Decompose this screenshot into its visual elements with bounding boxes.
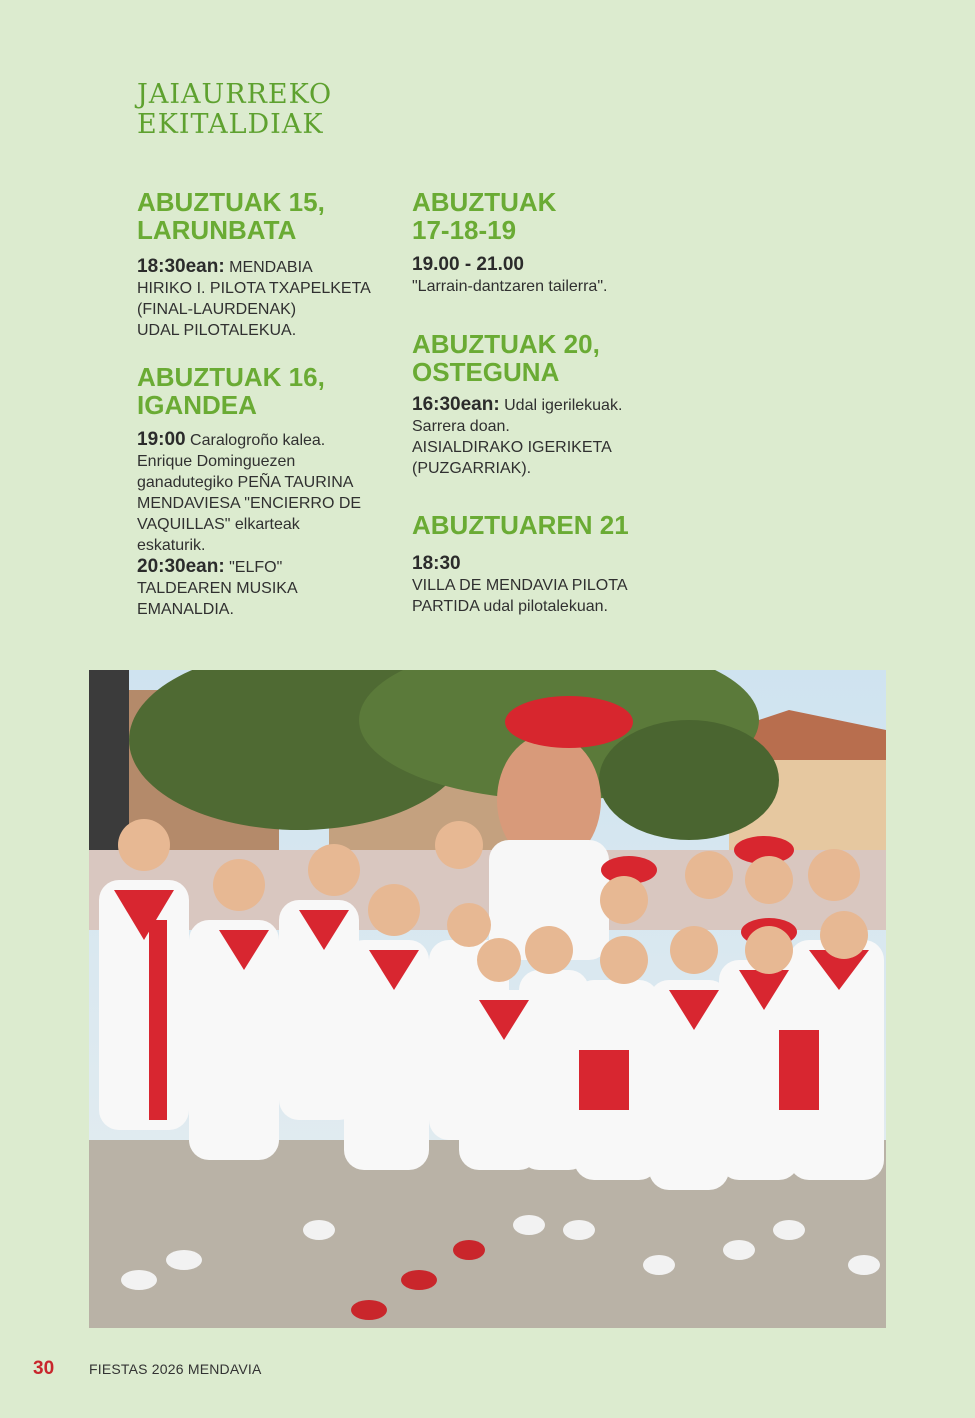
schedule-right-column [412, 188, 672, 617]
event-time: 18:30 [412, 553, 461, 574]
schedule-left-column [137, 188, 387, 620]
event-text: TALDEAREN MUSIKA [137, 580, 298, 597]
day-block-aug17-19 [412, 188, 672, 297]
event-text: ganadutegiko PEÑA TAURINA [137, 474, 354, 491]
event-text: (FINAL-LAURDENAK) [137, 301, 297, 318]
festival-group-photo [89, 670, 886, 1328]
event-line: 18:30ean: MENDABIA [137, 256, 313, 277]
event-time: 19:00 [137, 429, 186, 450]
day-block-aug21 [412, 511, 672, 617]
day-heading: ABUZTUAK 17-18-19 [412, 187, 557, 245]
day-heading: ABUZTUAK 20, OSTEGUNA [412, 329, 600, 387]
event-text: "Larrain-dantzaren tailerra". [412, 278, 608, 295]
day-block-aug16 [137, 363, 387, 620]
publication-name: FIESTAS 2026 MENDAVIA [89, 1361, 262, 1377]
event-text: HIRIKO I. PILOTA TXAPELKETA [137, 280, 371, 297]
event-text: (PUZGARRIAK). [412, 460, 532, 477]
section-title: JAIAURREKO EKITALDIAK [137, 79, 333, 140]
event-time: 18:30ean: [137, 256, 225, 277]
event-time: 19.00 - 21.00 [412, 254, 524, 275]
day-block-aug20 [412, 330, 672, 479]
event-text: EMANALDIA. [137, 601, 234, 618]
event-text: VAQUILLAS" elkarteak [137, 516, 300, 533]
event-text: Enrique Dominguezen [137, 453, 296, 470]
day-heading: ABUZTUAK 16, IGANDEA [137, 362, 325, 420]
day-heading: ABUZTUAREN 21 [412, 510, 629, 540]
event-text: eskaturik. [137, 537, 206, 554]
event-time: 20:30ean: [137, 556, 225, 577]
event-line [412, 254, 672, 276]
event-text: VILLA DE MENDAVIA PILOTA [412, 577, 628, 594]
event-text: AISIALDIRAKO IGERIKETA [412, 439, 612, 456]
event-time: 16:30ean: [412, 394, 500, 415]
page-number: 30 [33, 1358, 55, 1379]
day-heading: ABUZTUAK 15, LARUNBATA [137, 187, 325, 245]
day-block-aug15 [137, 188, 387, 341]
event-line: 20:30ean: "ELFO" [137, 556, 283, 577]
event-text: UDAL PILOTALEKUA. [137, 322, 297, 339]
event-line: 16:30ean: Udal igerilekuak. [412, 394, 623, 415]
event-line [412, 553, 672, 575]
event-line: 19:00 Caralogroño kalea. [137, 429, 326, 450]
event-text: PARTIDA udal pilotalekuan. [412, 598, 608, 615]
event-text: MENDAVIESA "ENCIERRO DE [137, 495, 362, 512]
event-text: Sarrera doan. [412, 418, 510, 435]
